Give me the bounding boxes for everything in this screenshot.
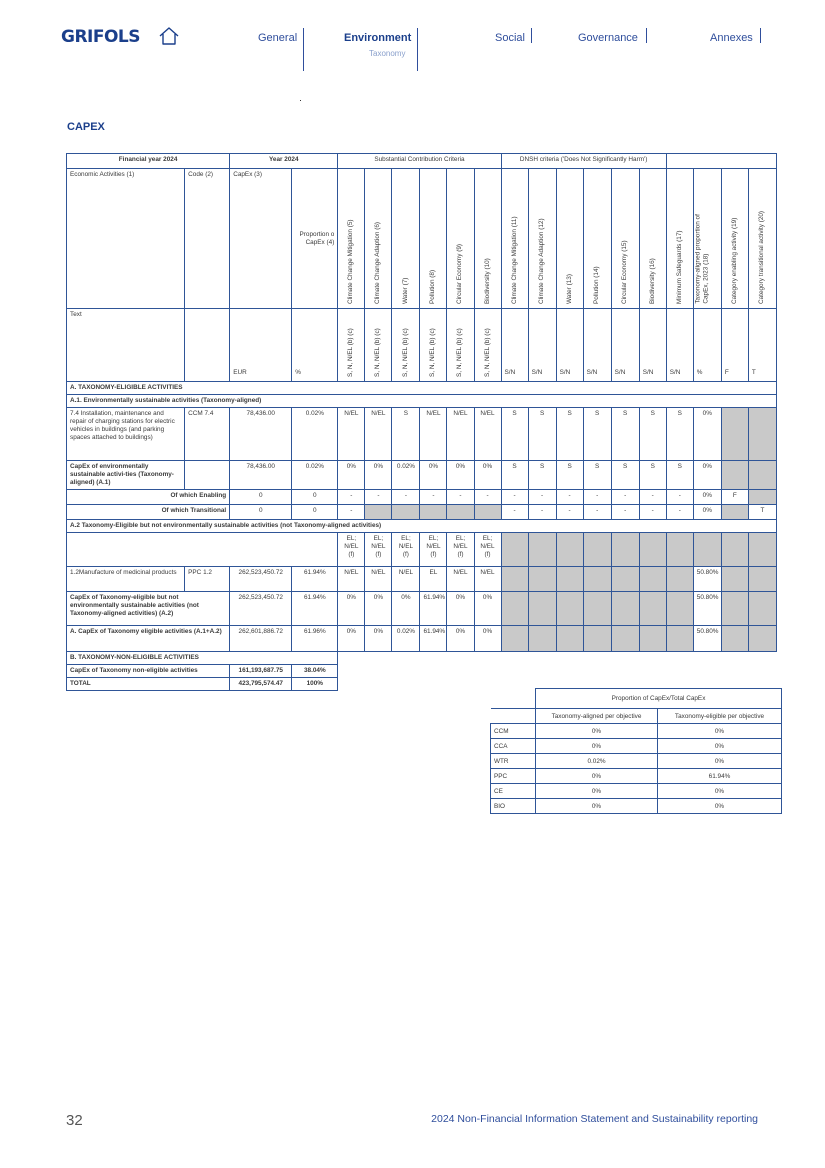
cell: - <box>501 490 528 505</box>
col-label: Climate Change Adaption (12) <box>538 218 546 304</box>
grey-cell <box>721 567 748 592</box>
nav-divider <box>531 28 532 43</box>
col-sc-pollution <box>420 169 447 309</box>
col-dnsh-circular <box>611 169 639 309</box>
col-label: Water (13) <box>565 274 573 304</box>
cell: 0% <box>365 592 392 626</box>
activity-name: TOTAL <box>67 678 230 691</box>
col-label: Circular Economy (15) <box>621 240 629 304</box>
grifols-logo[interactable]: GRIFOLS <box>61 27 141 47</box>
proportion-value: 100% <box>292 678 338 691</box>
grey-cell <box>528 592 556 626</box>
header-dnsh: DNSH criteria ('Does Not Significantly Harm') <box>501 154 666 169</box>
unit-label: S, N, N/EL (b) (c) <box>483 328 491 377</box>
cell: 0% <box>420 461 447 490</box>
proportion-summary-table <box>490 688 782 814</box>
unit-pct: % <box>292 309 338 382</box>
capex-value: 262,601,886.72 <box>230 626 292 652</box>
summary-header-row <box>491 709 782 724</box>
grey-cell <box>583 592 611 626</box>
summary-col-eligible: Taxonomy-eligible per objective <box>658 709 782 724</box>
header-year: Year 2024 <box>230 154 338 169</box>
unit-eur: EUR <box>230 309 292 382</box>
cell: S <box>528 461 556 490</box>
grey-cell <box>556 533 583 567</box>
activity-name: A. CapEx of Taxonomy eligible activities (A.1+A.2) <box>67 626 230 652</box>
table-row <box>67 490 777 505</box>
col-activity: Economic Activities (1) <box>67 169 185 309</box>
col-min-safeguards <box>666 169 693 309</box>
grey-cell <box>556 626 583 652</box>
cell: - <box>447 490 474 505</box>
cell: 0% <box>693 505 721 520</box>
activity-name: 1.2Manufacture of medicinal products <box>67 567 185 592</box>
col-label: Circular Economy (9) <box>456 243 464 304</box>
col-label: Climate Change Adaption (6) <box>374 221 382 304</box>
grey-cell <box>556 567 583 592</box>
unit-sn: S/N <box>556 309 583 382</box>
grey-cell <box>583 626 611 652</box>
grey-cell <box>693 533 721 567</box>
header-empty <box>666 154 776 169</box>
col-transitional <box>748 169 776 309</box>
proportion-value: 0 <box>292 490 338 505</box>
grey-cell <box>721 533 748 567</box>
section-label: B. TAXONOMY-NON-ELIGIBLE ACTIVITIES <box>67 652 338 665</box>
unit-sc <box>338 309 365 382</box>
grey-cell <box>528 567 556 592</box>
capex-value: 161,193,687.75 <box>230 665 292 678</box>
grey-cell <box>639 592 666 626</box>
cell: 0% <box>338 461 365 490</box>
col-dnsh-ccm <box>501 169 528 309</box>
cell: 0% <box>474 626 501 652</box>
cell: EL; N/EL (f) <box>447 533 474 567</box>
summary-title-row <box>491 689 782 709</box>
cell: S <box>583 408 611 461</box>
summary-label: CCM <box>491 724 536 739</box>
table-row <box>67 665 777 678</box>
unit-t: T <box>748 309 776 382</box>
cell: - <box>639 505 666 520</box>
unit-sc <box>420 309 447 382</box>
grey-cell <box>748 461 776 490</box>
grey-cell <box>501 626 528 652</box>
unit-text: Text <box>67 309 185 382</box>
proportion-value: 61.94% <box>292 567 338 592</box>
cell: - <box>420 490 447 505</box>
unit-pct: % <box>693 309 721 382</box>
grey-cell <box>611 592 639 626</box>
cell: S <box>666 461 693 490</box>
proportion-value: 0 <box>292 505 338 520</box>
summary-title: Proportion of CapEx/Total CapEx <box>536 689 782 709</box>
cell: - <box>528 505 556 520</box>
cell: 0% <box>693 408 721 461</box>
table-header-row <box>67 154 777 169</box>
cell: 0% <box>392 592 420 626</box>
cell: 61.94% <box>420 592 447 626</box>
summary-eligible: 0% <box>658 724 782 739</box>
summary-aligned: 0% <box>536 724 658 739</box>
col-dnsh-pollution <box>583 169 611 309</box>
activity-name: CapEx of Taxonomy non-eligible activities <box>67 665 230 678</box>
section-row-a1 <box>67 395 777 408</box>
grey-cell <box>583 533 611 567</box>
cell: - <box>611 490 639 505</box>
section-row-a2 <box>67 520 777 533</box>
unit-f: F <box>721 309 748 382</box>
cell: - <box>365 490 392 505</box>
summary-row <box>491 739 782 754</box>
activity-name: CapEx of environmentally sustainable activi-ties (Taxonomy-aligned) (A.1) <box>67 461 185 490</box>
cell: - <box>583 490 611 505</box>
summary-eligible: 0% <box>658 784 782 799</box>
cell: S <box>528 408 556 461</box>
summary-col-aligned: Taxonomy-aligned per objective <box>536 709 658 724</box>
activity-name: CapEx of Taxonomy-eligible but not environmentally sustainable activities (not Taxonomy-aligned activities) (A.2) <box>67 592 230 626</box>
a2-header-row <box>67 533 777 567</box>
blank <box>338 652 777 665</box>
grey-cell <box>639 567 666 592</box>
cell: S <box>392 408 420 461</box>
cell: N/EL <box>338 408 365 461</box>
summary-row <box>491 784 782 799</box>
summary-row <box>491 754 782 769</box>
cell: - <box>556 490 583 505</box>
cell: 0% <box>693 461 721 490</box>
cell: 0% <box>693 490 721 505</box>
cell: N/EL <box>420 408 447 461</box>
capex-value: 78,436.00 <box>230 461 292 490</box>
grey-cell <box>748 567 776 592</box>
unit-sn: S/N <box>639 309 666 382</box>
grey-cell <box>721 592 748 626</box>
col-label: Minimum Safeguards (17) <box>675 230 683 304</box>
capex-table <box>66 153 777 691</box>
cell: EL; N/EL (f) <box>392 533 420 567</box>
col-sc-biodiversity <box>474 169 501 309</box>
nav-divider <box>417 28 418 71</box>
units-row <box>67 309 777 382</box>
cell: 0% <box>474 592 501 626</box>
cell: - <box>583 505 611 520</box>
summary-row <box>491 724 782 739</box>
proportion-value: 0.02% <box>292 461 338 490</box>
cell: 0% <box>447 592 474 626</box>
unit-sc <box>365 309 392 382</box>
grey-cell <box>447 505 474 520</box>
grey-cell <box>721 461 748 490</box>
summary-eligible: 0% <box>658 754 782 769</box>
grey-cell <box>528 533 556 567</box>
table-row <box>67 626 777 652</box>
cell: 0% <box>338 592 365 626</box>
grey-cell <box>611 567 639 592</box>
col-proportion: Proportion o CapEx (4) <box>292 169 338 309</box>
cell: - <box>338 490 365 505</box>
home-icon[interactable] <box>158 25 180 47</box>
summary-label: WTR <box>491 754 536 769</box>
cell: - <box>556 505 583 520</box>
col-dnsh-water <box>556 169 583 309</box>
cell: 0% <box>447 626 474 652</box>
cell: 50.80% <box>693 567 721 592</box>
capex-value: 262,523,450.72 <box>230 567 292 592</box>
capex-value: 0 <box>230 505 292 520</box>
grey-cell <box>666 592 693 626</box>
cell: S <box>583 461 611 490</box>
cell: - <box>611 505 639 520</box>
grey-cell <box>666 626 693 652</box>
activity-code: PPC 1.2 <box>185 567 230 592</box>
header-financial-year: Financial year 2024 <box>67 154 230 169</box>
grey-cell <box>666 533 693 567</box>
summary-aligned: 0.02% <box>536 754 658 769</box>
unit-label: S, N, N/EL (b) (c) <box>347 328 355 377</box>
cell: N/EL <box>338 567 365 592</box>
section-label: A. TAXONOMY-ELIGIBLE ACTIVITIES <box>67 382 777 395</box>
cell: S <box>501 408 528 461</box>
cell: N/EL <box>447 408 474 461</box>
cell: EL; N/EL (f) <box>365 533 392 567</box>
cell: 61.94% <box>420 626 447 652</box>
table-row <box>67 461 777 490</box>
footer-title: 2024 Non-Financial Information Statement and Sustainability reporting <box>431 1113 758 1125</box>
nav-environment[interactable]: Environment <box>344 32 412 44</box>
col-label: Category enabling activity (19) <box>730 217 738 304</box>
section-row-b <box>67 652 777 665</box>
cell: 0.02% <box>392 626 420 652</box>
cell: F <box>721 490 748 505</box>
cell: EL <box>420 567 447 592</box>
cell: - <box>666 505 693 520</box>
col-capex: CapEx (3) <box>230 169 292 309</box>
cell: S <box>639 461 666 490</box>
grey-cell <box>639 533 666 567</box>
grey-cell <box>583 567 611 592</box>
summary-eligible: 61.94% <box>658 769 782 784</box>
grey-cell <box>392 505 420 520</box>
section-label: A.1. Environmentally sustainable activities (Taxonomy-aligned) <box>67 395 777 408</box>
col-label: Pollution (8) <box>429 269 437 304</box>
grey-cell <box>474 505 501 520</box>
cell: - <box>501 505 528 520</box>
summary-aligned: 0% <box>536 784 658 799</box>
grey-cell <box>721 505 748 520</box>
unit-label: S, N, N/EL (b) (c) <box>456 328 464 377</box>
summary-aligned: 0% <box>536 799 658 814</box>
summary-row <box>491 769 782 784</box>
cell: S <box>611 408 639 461</box>
cell: 0% <box>474 461 501 490</box>
cell: - <box>666 490 693 505</box>
cell: 50.80% <box>693 626 721 652</box>
cell: S <box>611 461 639 490</box>
col-enabling <box>721 169 748 309</box>
summary-eligible: 0% <box>658 739 782 754</box>
cell: 0% <box>365 626 392 652</box>
capex-value: 78,436.00 <box>230 408 292 461</box>
nav-sub-taxonomy[interactable]: Taxonomy <box>369 49 406 58</box>
nav-social[interactable]: Social <box>495 32 525 44</box>
proportion-value: 61.94% <box>292 592 338 626</box>
blank <box>491 689 536 709</box>
cell: T <box>748 505 776 520</box>
nav-annexes[interactable]: Annexes <box>710 32 753 44</box>
grey-cell <box>748 533 776 567</box>
cell: 0% <box>447 461 474 490</box>
nav-general[interactable]: General <box>258 32 298 44</box>
summary-aligned: 0% <box>536 769 658 784</box>
table-row <box>67 505 777 520</box>
unit-sn: S/N <box>583 309 611 382</box>
nav-governance[interactable]: Governance <box>578 32 638 44</box>
col-label: Category transitional activity (20) <box>758 210 766 304</box>
col-label: Water (7) <box>401 277 409 304</box>
nav-divider <box>646 28 647 43</box>
header-substantial-contribution: Substantial Contribution Criteria <box>338 154 501 169</box>
grey-cell <box>365 505 392 520</box>
cell: EL; N/EL (f) <box>420 533 447 567</box>
cell: - <box>528 490 556 505</box>
activity-name: 7.4 Installation, maintenance and repair of charging stations for electric vehicles in buildings (and parking spaces attached to buildings) <box>67 408 185 461</box>
grey-cell <box>721 626 748 652</box>
col-sc-circular <box>447 169 474 309</box>
capex-value: 423,795,574.47 <box>230 678 292 691</box>
unit-label: S, N, N/EL (b) (c) <box>401 328 409 377</box>
cell: S <box>556 461 583 490</box>
grey-cell <box>748 592 776 626</box>
cell: S <box>556 408 583 461</box>
grey-cell <box>748 408 776 461</box>
section-row-a <box>67 382 777 395</box>
cell: S <box>639 408 666 461</box>
table-row <box>67 592 777 626</box>
page-number: 32 <box>66 1112 83 1129</box>
section-title: CAPEX <box>67 121 105 133</box>
activity-name: Of which Transitional <box>67 505 230 520</box>
summary-label: BIO <box>491 799 536 814</box>
capex-value: 262,523,450.72 <box>230 592 292 626</box>
unit-sc <box>474 309 501 382</box>
grey-cell <box>611 626 639 652</box>
activity-code: CCM 7.4 <box>185 408 230 461</box>
section-label: A.2 Taxonomy-Eligible but not environmentally sustainable activities (not Taxonomy-aligned activities) <box>67 520 777 533</box>
grey-cell <box>501 567 528 592</box>
grey-cell <box>611 533 639 567</box>
cell: N/EL <box>447 567 474 592</box>
col-dnsh-cca <box>528 169 556 309</box>
cell: 0% <box>338 626 365 652</box>
nav-divider <box>303 28 304 71</box>
col-label: Climate Change Mitigation (11) <box>510 216 518 304</box>
cell: S <box>666 408 693 461</box>
blank <box>491 709 536 724</box>
cell: 0.02% <box>392 461 420 490</box>
unit-sn: S/N <box>666 309 693 382</box>
cell: N/EL <box>392 567 420 592</box>
col-dnsh-biodiversity <box>639 169 666 309</box>
summary-row <box>491 799 782 814</box>
summary-eligible: 0% <box>658 799 782 814</box>
cell: N/EL <box>474 567 501 592</box>
unit-sc <box>447 309 474 382</box>
summary-label: CE <box>491 784 536 799</box>
proportion-value: 61.96% <box>292 626 338 652</box>
col-label: Biodiversity (16) <box>648 258 656 304</box>
stray-dot <box>300 100 301 101</box>
table-row <box>67 567 777 592</box>
grey-cell <box>666 567 693 592</box>
activity-name: Of which Enabling <box>67 490 230 505</box>
col-sc-cca <box>365 169 392 309</box>
grey-cell <box>556 592 583 626</box>
proportion-value: 0.02% <box>292 408 338 461</box>
cell: EL; N/EL (f) <box>338 533 365 567</box>
summary-label: PPC <box>491 769 536 784</box>
cell: 0% <box>365 461 392 490</box>
grey-cell <box>528 626 556 652</box>
col-sc-ccm <box>338 169 365 309</box>
grey-cell <box>501 533 528 567</box>
cell: N/EL <box>365 408 392 461</box>
blank <box>338 665 777 678</box>
grey-cell <box>420 505 447 520</box>
col-label: Taxonomy-aligned proportion of CapEx, 2023 (18) <box>694 214 710 304</box>
cell: - <box>338 505 365 520</box>
unit-empty <box>185 309 230 382</box>
grey-cell <box>639 626 666 652</box>
cell: - <box>392 490 420 505</box>
proportion-value: 38.04% <box>292 665 338 678</box>
cell: N/EL <box>474 408 501 461</box>
grey-cell <box>748 490 776 505</box>
cell: - <box>639 490 666 505</box>
cell: - <box>474 490 501 505</box>
cell: 50.80% <box>693 592 721 626</box>
grey-cell <box>501 592 528 626</box>
cell <box>67 533 338 567</box>
summary-aligned: 0% <box>536 739 658 754</box>
col-sc-water <box>392 169 420 309</box>
unit-sc <box>392 309 420 382</box>
cell: S <box>501 461 528 490</box>
summary-label: CCA <box>491 739 536 754</box>
nav-divider <box>760 28 761 43</box>
col-tax-proportion <box>693 169 721 309</box>
table-row <box>67 408 777 461</box>
capex-value: 0 <box>230 490 292 505</box>
cell: EL; N/EL (f) <box>474 533 501 567</box>
unit-sn: S/N <box>501 309 528 382</box>
cell <box>185 461 230 490</box>
column-header-row <box>67 169 777 309</box>
unit-label: S, N, N/EL (b) (c) <box>429 328 437 377</box>
col-code: Code (2) <box>185 169 230 309</box>
col-label: Biodiversity (10) <box>483 258 491 304</box>
col-label: Pollution (14) <box>593 266 601 304</box>
cell: N/EL <box>365 567 392 592</box>
unit-label: S, N, N/EL (b) (c) <box>374 328 382 377</box>
col-label: Climate Change Mitigation (5) <box>347 219 355 304</box>
unit-sn: S/N <box>611 309 639 382</box>
grey-cell <box>748 626 776 652</box>
grey-cell <box>721 408 748 461</box>
unit-sn: S/N <box>528 309 556 382</box>
